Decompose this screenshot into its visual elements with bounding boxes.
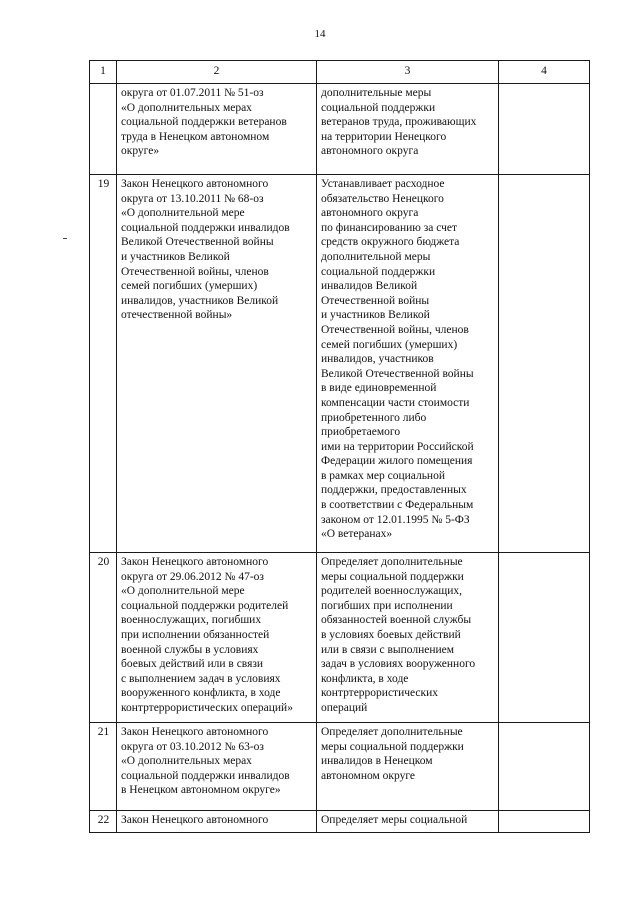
law-description: дополнительные меры социальной поддержки ветеранов труда, проживающих на территории Ненецкого автономного округа xyxy=(317,84,499,175)
law-title: Закон Ненецкого автономного округа от 13.10.2011 № 68-оз «О дополнительной мере социальной поддержки инвалидов Великой Отечественной войны и участников Великой Отечественной войны, членов семей погибших (умерших) инвалидов, участников Великой отечественной войны» xyxy=(117,175,317,553)
row-number xyxy=(90,84,117,175)
note-cell xyxy=(499,811,590,833)
table-row xyxy=(90,723,590,811)
row-number: 21 xyxy=(90,723,117,811)
header-col-2: 2 xyxy=(117,61,317,84)
note-cell xyxy=(499,84,590,175)
table-row xyxy=(90,553,590,723)
table-row xyxy=(90,175,590,553)
law-title: Закон Ненецкого автономного округа от 03.10.2012 № 63-оз «О дополнительных мерах социальной поддержки инвалидов в Ненецком автономном округе» xyxy=(117,723,317,811)
page-number: 14 xyxy=(314,28,326,40)
note-cell xyxy=(499,175,590,553)
law-description: Определяет дополнительные меры социальной поддержки родителей военнослужащих, погибших при исполнении обязанностей военной службы в условиях боевых действий или в связи с выполнением задач в условиях вооруженного конфликта, в ходе контртеррористических операций xyxy=(317,553,499,723)
table-header-row xyxy=(90,61,590,84)
law-title: Закон Ненецкого автономного xyxy=(117,811,317,833)
header-col-4: 4 xyxy=(499,61,590,84)
table-row xyxy=(90,84,590,175)
note-cell xyxy=(499,553,590,723)
law-description: Определяет меры социальной xyxy=(317,811,499,833)
law-title: Закон Ненецкого автономного округа от 29.06.2012 № 47-оз «О дополнительной мере социальной поддержки родителей военнослужащих, погибших при исполнении обязанностей военной службы в условиях боевых действий или в связи с выполнением задач в условиях вооруженного конфликта, в ходе контртеррористических операций» xyxy=(117,553,317,723)
law-description: Устанавливает расходное обязательство Ненецкого автономного округа по финансированию за счет средств окружного бюджета дополнительной меры социальной поддержки инвалидов Великой Отечественной войны и участников Великой Отечественной войны, членов семей погибших (умерших) инвалидов, участников Великой Отечественной войны в виде единовременной компенсации части стоимости приобретенного либо приобретаемого ими на территории Российской Федерации жилого помещения в рамках мер социальной поддержки, предоставленных в соответствии с Федеральным законом от 12.01.1995 № 5-ФЗ «О ветеранах» xyxy=(317,175,499,553)
margin-mark xyxy=(63,238,67,239)
row-number: 20 xyxy=(90,553,117,723)
law-description: Определяет дополнительные меры социальной поддержки инвалидов в Ненецком автономном округе xyxy=(317,723,499,811)
table-row xyxy=(90,811,590,833)
row-number: 19 xyxy=(90,175,117,553)
row-number: 22 xyxy=(90,811,117,833)
law-title: округа от 01.07.2011 № 51-оз «О дополнительных мерах социальной поддержки ветеранов труда в Ненецком автономном округе» xyxy=(117,84,317,175)
header-col-3: 3 xyxy=(317,61,499,84)
note-cell xyxy=(499,723,590,811)
laws-table xyxy=(89,60,590,833)
header-col-1: 1 xyxy=(90,61,117,84)
